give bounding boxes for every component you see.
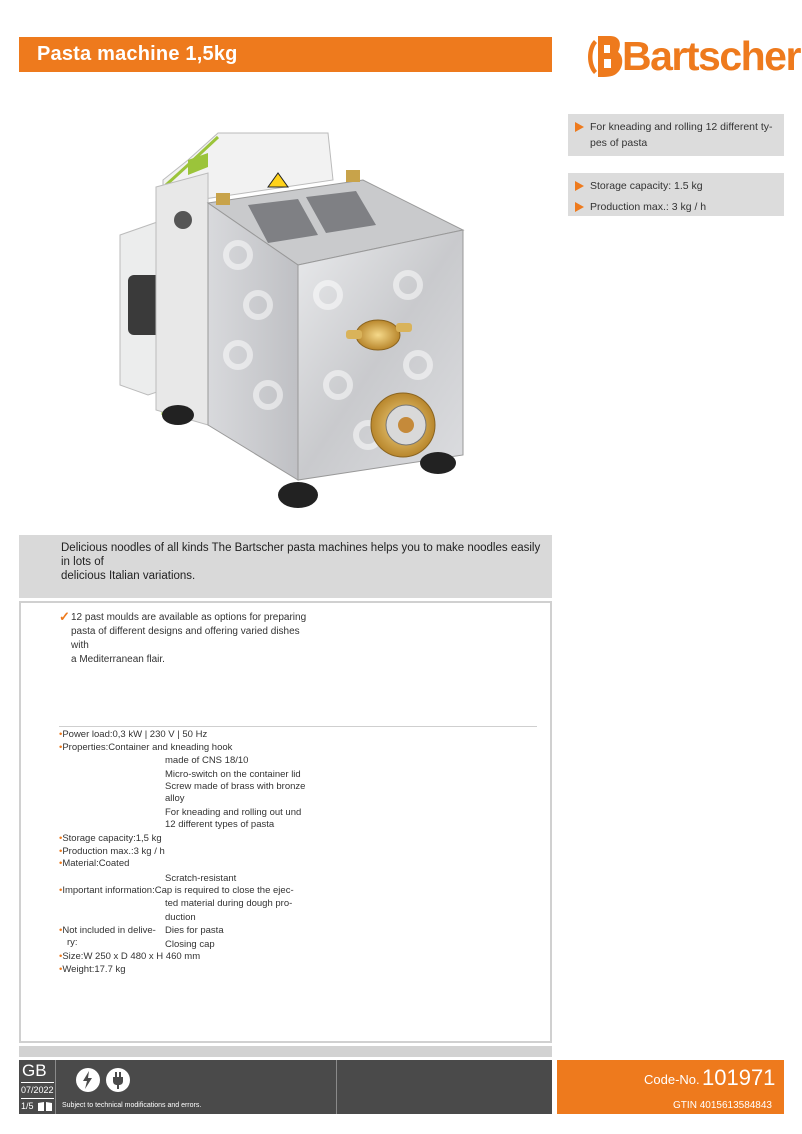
feature-item: For kneading and rolling 12 different ty- pes of pasta [568, 119, 784, 151]
spec-sub: alloy [165, 793, 185, 804]
spec-sub: Screw made of brass with bronze [165, 781, 306, 792]
code-label: Code-No. [644, 1072, 700, 1087]
spec-sub: 12 different types of pasta [165, 819, 275, 830]
triangle-bullet-icon [575, 202, 584, 212]
feature-item: Storage capacity: 1.5 kg [568, 178, 784, 194]
spec-properties: •Properties:Container and kneading hook [59, 742, 233, 753]
brand-logo [588, 30, 800, 82]
doc-date: 07/2022 [21, 1085, 54, 1095]
divider [59, 726, 537, 727]
spec-storage: •Storage capacity:1,5 kg [59, 833, 162, 844]
spec-sub: ted material during dough pro- [165, 898, 293, 909]
disclaimer: Subject to technical modifications and errors. [62, 1102, 202, 1109]
spec-sub: duction [165, 912, 196, 923]
feature-box-2 [568, 173, 784, 216]
spec-sub: Scratch-resistant [165, 873, 237, 884]
triangle-bullet-icon [575, 181, 584, 191]
spec-material: •Material:Coated [59, 858, 130, 869]
spec-sub: Micro-switch on the container lid [165, 769, 301, 780]
spec-not-included: •Not included in delive- [59, 925, 156, 936]
bottom-strip [19, 1046, 552, 1057]
book-icon [38, 1102, 52, 1111]
title-bar [19, 37, 552, 72]
spec-size: •Size:W 250 x D 480 x H 460 mm [59, 951, 201, 962]
check-item: ✓ 12 past moulds are available as options for preparing pasta of different designs and offering varied dishes with a Mediterranean flair. [59, 609, 307, 665]
spec-sub: made of CNS 18/10 [165, 755, 249, 766]
spec-weight: •Weight:17.7 kg [59, 964, 126, 975]
spec-not-included-cont: ry: [67, 937, 78, 948]
feature-box-1 [568, 114, 784, 156]
spec-sub: For kneading and rolling out und [165, 807, 302, 818]
page-number: 1/5 [21, 1101, 34, 1111]
footer-dark [19, 1060, 552, 1114]
description-text: Delicious noodles of all kinds The Bartscher pasta machines helps you to make noodles easily in lots of delicious Italian variations. [61, 542, 541, 582]
spec-sub: Closing cap [165, 939, 215, 950]
brand-name: Bartscher [622, 33, 800, 79]
spec-power: •Power load:0,3 kW | 230 V | 50 Hz [59, 729, 208, 740]
gtin: GTIN 4015613584843 [673, 1100, 772, 1111]
product-image [108, 125, 478, 515]
description-box [19, 535, 552, 598]
footer-code [557, 1060, 784, 1114]
lightning-icon [75, 1067, 101, 1093]
plug-icon [105, 1067, 131, 1093]
feature-item: Production max.: 3 kg / h [568, 199, 784, 215]
checkmark-icon: ✓ [59, 609, 70, 624]
triangle-bullet-icon [575, 122, 584, 132]
footer-meta [19, 1060, 56, 1114]
spec-sub: Dies for pasta [165, 925, 224, 936]
spec-production: •Production max.:3 kg / h [59, 846, 165, 857]
spec-important: •Important information:Cap is required to close the ejec- [59, 885, 294, 896]
page-title: Pasta machine 1,5kg [37, 43, 238, 65]
code-number: 101971 [702, 1065, 776, 1090]
logo-mark-icon [588, 34, 624, 78]
footer-icons [57, 1060, 337, 1114]
language-code: GB [22, 1061, 47, 1080]
details-frame [19, 601, 552, 1043]
